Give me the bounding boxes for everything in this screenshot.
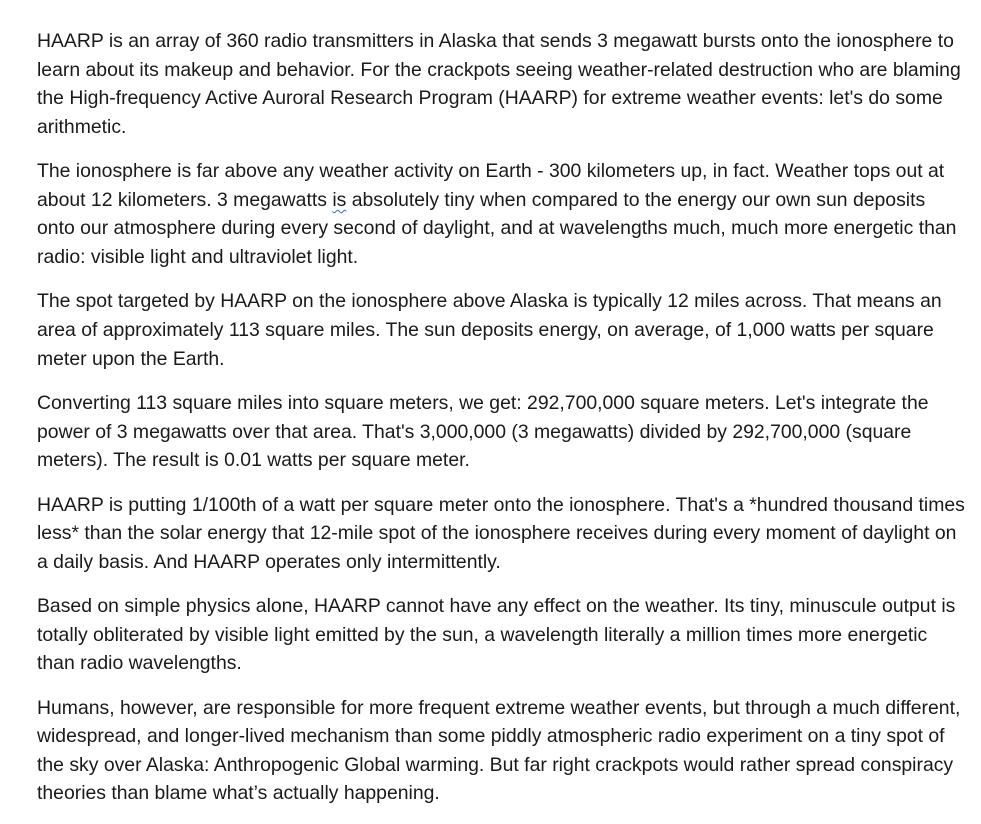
grammar-flagged-word[interactable]: is xyxy=(332,188,347,211)
paragraph-4: Converting 113 square miles into square meters, we get: 292,700,000 square meters. Let's integrate the power of 3 megawatts over that area. That's 3,000,000 (3 megawatts) divided by 292,700,000 (square meters). The result is 0.01 watts per square meter. xyxy=(37,391,929,472)
paragraph-6: Based on simple physics alone, HAARP cannot have any effect on the weather. Its tiny, minuscule output is totally obliterated by visible light emitted by the sun, a wavelength literally a million times more energetic than radio wavelengths. xyxy=(37,595,956,675)
paragraph-2-text-before: The ionosphere is far above any weather activity on Earth - 300 kilometers up, in fact. Weather tops out at about 12 kilometers. 3 megawatts xyxy=(37,160,945,211)
document-body[interactable] xyxy=(37,27,965,824)
paragraph-2 xyxy=(37,157,965,271)
paragraph-2-text-after: absolutely tiny when compared to the energy our own sun deposits onto our atmosphere during every second of daylight, and at wavelengths much, much more energetic than radio: visible light and ultraviolet light. xyxy=(37,188,957,268)
paragraph-1: HAARP is an array of 360 radio transmitters in Alaska that sends 3 megawatt bursts onto the ionosphere to learn about its makeup and behavior. For the crackpots seeing weather-related destruction who are blaming the High-frequency Active Auroral Research Program (HAARP) for extreme weather events: let's do some arithmetic. xyxy=(37,30,961,138)
paragraph-7: Humans, however, are responsible for more frequent extreme weather events, but through a much different, widespread, and longer-lived mechanism than some piddly atmospheric radio experiment on a tiny spot of the sky over Alaska: Anthropogenic Global warming. But far right crackpots would rather spread conspiracy theories than blame what’s actually happening. xyxy=(37,696,961,805)
paragraph-3: The spot targeted by HAARP on the ionosphere above Alaska is typically 12 miles across. That means an area of approximately 113 square miles. The sun deposits energy, on average, of 1,000 watts per square meter upon the Earth. xyxy=(37,290,942,370)
paragraph-5: HAARP is putting 1/100th of a watt per square meter onto the ionosphere. That's a *hundred thousand times less* than the solar energy that 12-mile spot of the ionosphere receives during every moment of daylight on a daily basis. And HAARP operates only intermittently. xyxy=(37,493,965,573)
